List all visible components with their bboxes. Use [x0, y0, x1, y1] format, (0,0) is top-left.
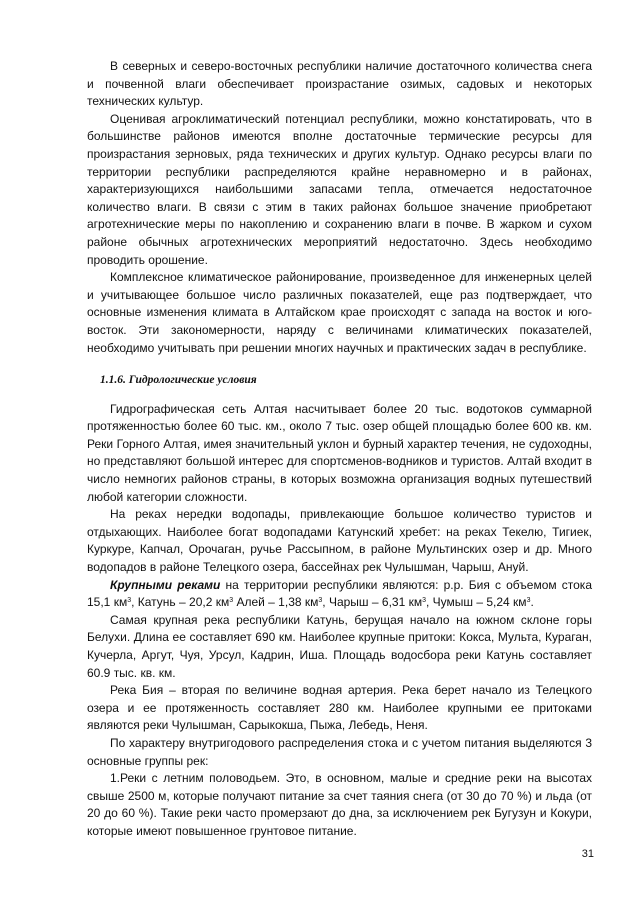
paragraph: Оценивая агроклиматический потенциал республики, можно констатировать, что в большинстве районов имеются вполне достаточные термические ресурсы для произрастания зерновых, ряда технических и других культур. Однако ресурсы влаги по территории республики распределяются крайне неравномерно и в районах, характеризующихся наибольшими запасами тепла, отмечается недостаточное количество влаги. В связи с этим в таких районах большое значение приобретают агротехнические меры по накоплению и сохранению влаги в почве. В жарком и сухом районе обычных агротехнических мероприятий недостаточно. Здесь необходимо проводить орошение.	[87, 111, 592, 267]
body-text	[87, 58, 592, 841]
rivers-text: , Чарыш – 6,31 км	[322, 595, 423, 610]
rivers-text: , Катунь – 20,2 км	[131, 595, 230, 610]
paragraph: Гидрографическая сеть Алтая насчитывает более 20 тыс. водотоков суммарной протяженностью более 60 тыс. км., около 7 тыс. озер общей площадью более 600 кв. км. Реки Горного Алтая, имея значительный уклон и бурный характер течения, не судоходны, но представляют большой интерес для спортсменов-водников и туристов. Алтай входит в число немногих районов страны, в которых возможна организация водных путешествий любой категории сложности.	[87, 401, 592, 504]
superscript: 3	[422, 597, 426, 605]
paragraph: На реках нередки водопады, привлекающие большое количество туристов и отдыхающих. Наиболее богат водопадами Катунский хребет: на реках Текелю, Тигиек, Куркуре, Капчал, Орочаган, ручье Рассыпном, в районе Мультинских озер и др. Много водопадов в районе Телецкого озера, бассейнах рек Чулышман, Чарыш, Ануй.	[87, 507, 592, 575]
page-number: 31	[581, 848, 594, 860]
superscript: 3	[127, 597, 132, 605]
rivers-text: Алей – 1,38 км	[233, 595, 319, 610]
rivers-text: на территории республики являются: р.р. Бия с объемом стока 15,1 км	[87, 577, 592, 610]
paragraph: Река Бия – вторая по величине водная артерия. Река берет начало из Телецкого озера и ее протяженность составляет 280 км. Наиболее крупными ее притоками являются реки Чулышман, Сарыкокша, Пыжа, Лебедь, Неня.	[87, 683, 592, 733]
paragraph: В северных и северо-восточных республики наличие достаточного количества снега и почвенной влаги обеспечивает произрастание озимых, садовых и некоторых технических культур.	[87, 59, 592, 109]
superscript: 3	[229, 597, 234, 605]
rivers-paragraph	[87, 577, 592, 612]
paragraph: Комплексное климатическое районирование, произведенное для инженерных целей и учитывающее большое число различных показателей, еще раз подтверждает, что основные изменения климата в Алтайском крае происходят с запада на восток и юго-восток. Эти закономерности, наряду с величинами климатических показателей, необходимо учитывать при решении многих научных и практических задач в республике.	[87, 270, 592, 355]
paragraph: Самая крупная река республики Катунь, берущая начало на южном склоне горы Белухи. Длина ее составляет 690 км. Наиболее крупные притоки: Кокса, Мульта, Кураган, Кучерла, Аргут, Чуя, Урсул, Кадрин, Иша. Площадь водосбора реки Катунь составляет 60.9 тыс. кв. км.	[87, 612, 592, 680]
rivers-emphasis: Крупными реками	[110, 577, 221, 592]
superscript: 3	[318, 597, 323, 605]
superscript: 3	[526, 597, 531, 605]
section-heading: 1.1.6. Гидрологические условия	[100, 374, 257, 387]
paragraph: 1.Реки с летним половодьем. Это, в основном, малые и средние реки на высотах свыше 2500 м, которые получают питание за счет таяния снега (от 30 до 70 %) и льда (от 20 до 60 %). Такие реки часто промерзают до дна, за исключением рек Бугузун и Кокури, которые имеют повышенное грунтовое питание.	[87, 771, 592, 838]
rivers-text: .	[530, 595, 534, 610]
rivers-text: , Чумыш – 5,24 км	[425, 595, 527, 610]
paragraph: По характеру внутригодового распределения стока и с учетом питания выделяются 3 основные группы рек:	[87, 735, 592, 768]
